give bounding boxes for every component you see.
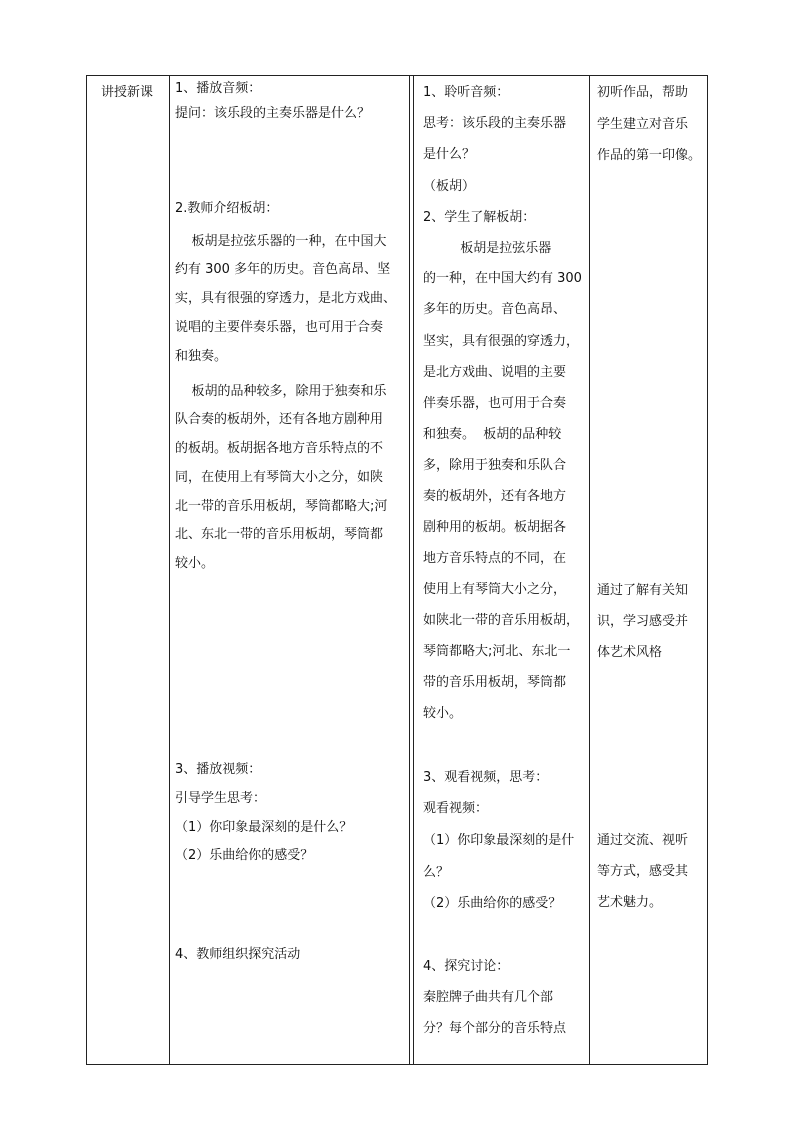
teacher-line: 约有 300 多年的历史。音色高昂、坚 [175, 262, 391, 277]
student-line: 1、聆听音频： [423, 85, 510, 100]
column-divider [169, 76, 170, 1064]
student-line: 2、学生了解板胡： [423, 210, 536, 225]
teacher-line: 引导学生思考： [175, 791, 267, 806]
teacher-line: 实，具有很强的穿透力，是北方戏曲、 [175, 291, 397, 306]
student-line: 使用上有琴筒大小之分， [423, 582, 567, 597]
teacher-line: 板胡是拉弦乐器的一种，在中国大 [175, 234, 387, 249]
student-line: 剧种用的板胡。板胡据各 [423, 520, 567, 535]
teacher-line: 北、东北一带的音乐用板胡，琴筒都 [175, 527, 384, 542]
column-divider [413, 76, 414, 1064]
student-line: 是北方戏曲、说唱的主要 [423, 365, 567, 380]
teacher-line: 北一带的音乐用板胡，琴筒都略大;河 [175, 499, 388, 514]
teacher-line: 和独奏。 [175, 349, 228, 364]
teacher-line: 提问：该乐段的主奏乐器是什么？ [175, 106, 371, 121]
student-line: 带的音乐用板胡，琴筒都 [423, 675, 567, 690]
teacher-line: 同，在使用上有琴筒大小之分，如陕 [175, 470, 384, 485]
intent-line: 作品的第一印像。 [597, 148, 702, 163]
teacher-line: 队合奏的板胡外，还有各地方剧种用 [175, 412, 384, 427]
student-line: 地方音乐特点的不同，在 [423, 551, 567, 566]
column-divider [589, 76, 590, 1064]
student-line: 琴筒都略大;河北、东北一 [423, 644, 571, 659]
intent-line: 学生建立对音乐 [597, 117, 689, 132]
lesson-plan-table [86, 75, 708, 1065]
intent-line: 通过了解有关知 [597, 583, 689, 598]
intent-line: 通过交流、视听 [597, 833, 689, 848]
intent-line: 艺术魅力。 [597, 895, 663, 910]
student-line: 伴奏乐器，也可用于合奏 [423, 396, 567, 411]
student-line: 多年的历史。音色高昂、 [423, 302, 567, 317]
column-divider [409, 76, 410, 1064]
student-line: 如陕北一带的音乐用板胡， [423, 613, 580, 628]
student-line: 和独奏。 板胡的品种较 [423, 427, 562, 442]
student-line: （1）你印象最深刻的是什 [423, 833, 575, 848]
intent-line: 等方式，感受其 [597, 864, 689, 879]
student-line: 么？ [423, 865, 450, 880]
student-line: （2）乐曲给你的感受？ [423, 896, 562, 911]
section-label: 讲授新课 [101, 85, 154, 100]
teacher-line: 说唱的主要伴奏乐器，也可用于合奏 [175, 320, 384, 335]
student-line: 板胡是拉弦乐器 [423, 241, 552, 256]
student-line: 分？每个部分的音乐特点 [423, 1021, 567, 1036]
student-line: 坚实，具有很强的穿透力， [423, 334, 580, 349]
student-line: 思考：该乐段的主奏乐器 [423, 116, 567, 131]
intent-line: 识，学习感受并 [597, 614, 689, 629]
intent-line: 体艺术风格 [597, 645, 663, 660]
teacher-line: 4、教师组织探究活动 [175, 947, 301, 962]
teacher-line: 较小。 [175, 556, 215, 571]
student-line: 多，除用于独奏和乐队合 [423, 458, 567, 473]
teacher-line: 板胡的品种较多，除用于独奏和乐 [175, 384, 387, 399]
teacher-line: 1、播放音频： [175, 81, 262, 96]
teacher-line: 的板胡。板胡据各地方音乐特点的不 [175, 441, 384, 456]
student-line: （板胡） [423, 179, 476, 194]
teacher-line: （2）乐曲给你的感受？ [175, 848, 314, 863]
teacher-line: 3、播放视频： [175, 762, 262, 777]
teacher-line: （1）你印象最深刻的是什么？ [175, 820, 353, 835]
student-line: 3、观看视频，思考： [423, 770, 549, 785]
student-line: 较小。 [423, 706, 463, 721]
student-line: 观看视频： [423, 801, 489, 816]
student-line: 的一种，在中国大约有 300 [423, 271, 582, 286]
teacher-line: 2.教师介绍板胡： [175, 201, 279, 216]
student-line: 4、探究讨论： [423, 959, 510, 974]
student-line: 秦腔牌子曲共有几个部 [423, 990, 554, 1005]
student-line: 是什么？ [423, 147, 476, 162]
student-line: 奏的板胡外，还有各地方 [423, 489, 567, 504]
intent-line: 初听作品，帮助 [597, 85, 689, 100]
